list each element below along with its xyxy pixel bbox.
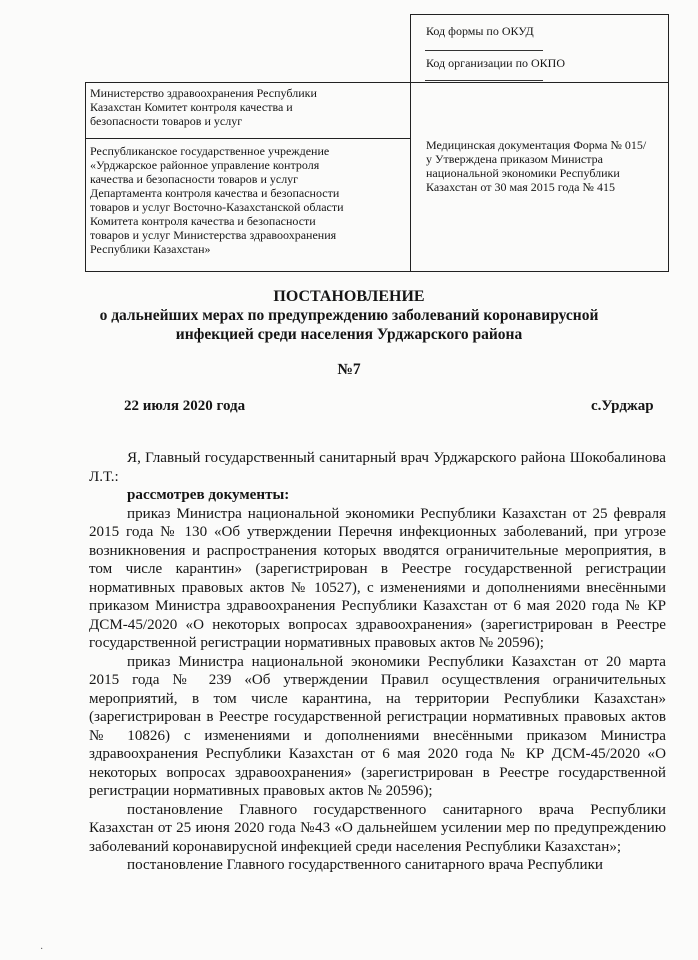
ministry-text: Министерство здравоохранения Республики Казахстан Комитет контроля качества и безопасности товаров и услуг — [90, 86, 317, 128]
form-header-table — [85, 14, 668, 272]
institution-text: Республиканское государственное учреждение «Урджарское районное управление контроля качества и безопасности товаров и услуг Департамента контроля качества и безопасности товаров и услуг Восточно-Казахстанской области Комитета контроля качества и безопасности товаров и услуг Министерства здравоохранения Республики Казахстан» — [90, 144, 344, 256]
document-place: с.Урджар — [591, 398, 654, 414]
body-paragraph-3: постановление Главного государственного санитарного врача Республики Казахстан от 25 июня 2020 года №43 «О дальнейшем усилении мер по предупреждению заболеваний коронавирусной инфекцией среди населения Республики Казахстан»; — [89, 801, 666, 855]
okpo-label: Код организации по ОКПО — [426, 56, 566, 70]
document-subtitle-line1: о дальнейших мерах по предупреждению заболеваний коронавирусной — [99, 307, 599, 324]
intro-paragraph: Я, Главный государственный санитарный врач Урджарского района Шокобалинова Л.Т.: — [89, 450, 666, 485]
medical-form-text: Медицинская документация Форма № 015/у Утверждена приказом Министра национальной экономики Республики Казахстан от 30 мая 2015 года № 415 — [426, 138, 647, 194]
body-paragraph-1: приказ Министра национальной экономики Республики Казахстан от 25 февраля 2015 года № 130 «Об утверждении Перечня инфекционных заболеваний, при угрозе возникновения и распространения которых вводятся ограничительные мероприятия, в том числе карантин» (зарегистрирован в Реестре государственной регистрации нормативных правовых актов № 10527), с изменениями и дополнениями внесёнными приказом Министра здравоохранения Республики Казахстан от 6 мая 2020 года № КР ДСМ-45/2020 «О некоторых вопросах здравоохранения» (зарегистрирован в Реестре государственной регистрации нормативных правовых актов № 20596); — [89, 505, 666, 651]
document-body — [89, 449, 666, 875]
document-heading: ПОСТАНОВЛЕНИЕ — [273, 288, 425, 305]
document-date: 22 июля 2020 года — [124, 398, 246, 414]
body-paragraph-2: приказ Министра национальной экономики Республики Казахстан от 20 марта 2015 года № 239 «Об утверждении Правил осуществления ограничительных мероприятий, в том числе карантина, на территории Республики Казахстан» (зарегистрирован в Реестре государственной регистрации нормативных правовых актов № 10826) с изменениями и дополнениями внесёнными приказом Министра здравоохранения Республики Казахстан от 6 мая 2020 года № КР ДСМ-45/2020 «О некоторых вопросах здравоохранения» (зарегистрирован в Реестре государственной регистрации нормативных правовых актов № 20596); — [89, 653, 666, 799]
body-paragraph-4: постановление Главного государственного санитарного врача Республики — [127, 857, 604, 873]
okpo-underline — [425, 80, 543, 81]
okud-label: Код формы по ОКУД — [426, 24, 534, 38]
document-number: №7 — [337, 361, 361, 378]
okud-underline — [425, 50, 543, 51]
considered-heading: рассмотрев документы: — [127, 487, 290, 503]
document-subtitle-line2: инфекцией среди населения Урджарского района — [175, 326, 523, 343]
page-mark: · — [40, 944, 44, 955]
